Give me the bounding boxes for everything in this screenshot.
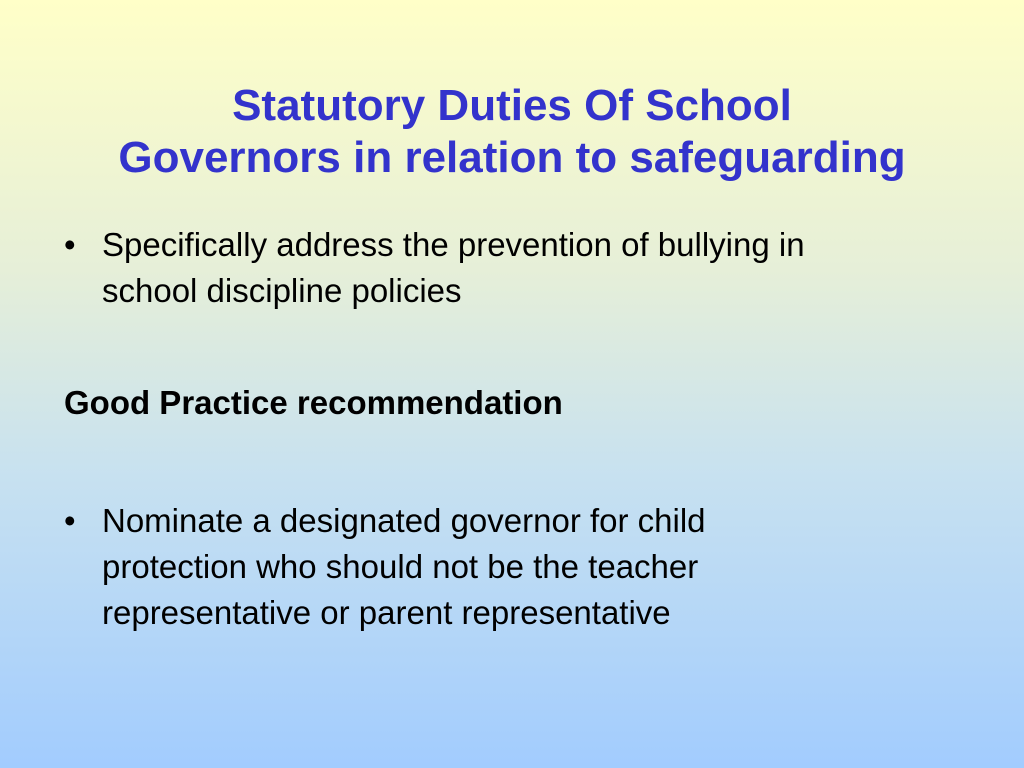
slide-title — [20, 80, 1004, 184]
bullet-text — [102, 498, 974, 636]
slide-title-line: Governors in relation to safeguarding — [118, 133, 906, 182]
slide-title-line: Statutory Duties Of School — [232, 81, 792, 130]
bullet-item-designated-governor — [64, 498, 974, 636]
bullet-text-line: Specifically address the prevention of bullying in — [102, 226, 805, 263]
bullet-text-line: protection who should not be the teacher — [102, 548, 699, 585]
section-heading: Good Practice recommendation — [64, 384, 563, 421]
bullet-text-line: Nominate a designated governor for child — [102, 502, 706, 539]
bullet-item-bullying — [64, 222, 974, 314]
bullet-text-line: school discipline policies — [102, 272, 462, 309]
bullet-dot-icon: • — [64, 226, 76, 263]
bullet-text-line: representative or parent representative — [102, 594, 671, 631]
bullet-dot-icon: • — [64, 502, 76, 539]
bullet-text — [102, 222, 974, 314]
